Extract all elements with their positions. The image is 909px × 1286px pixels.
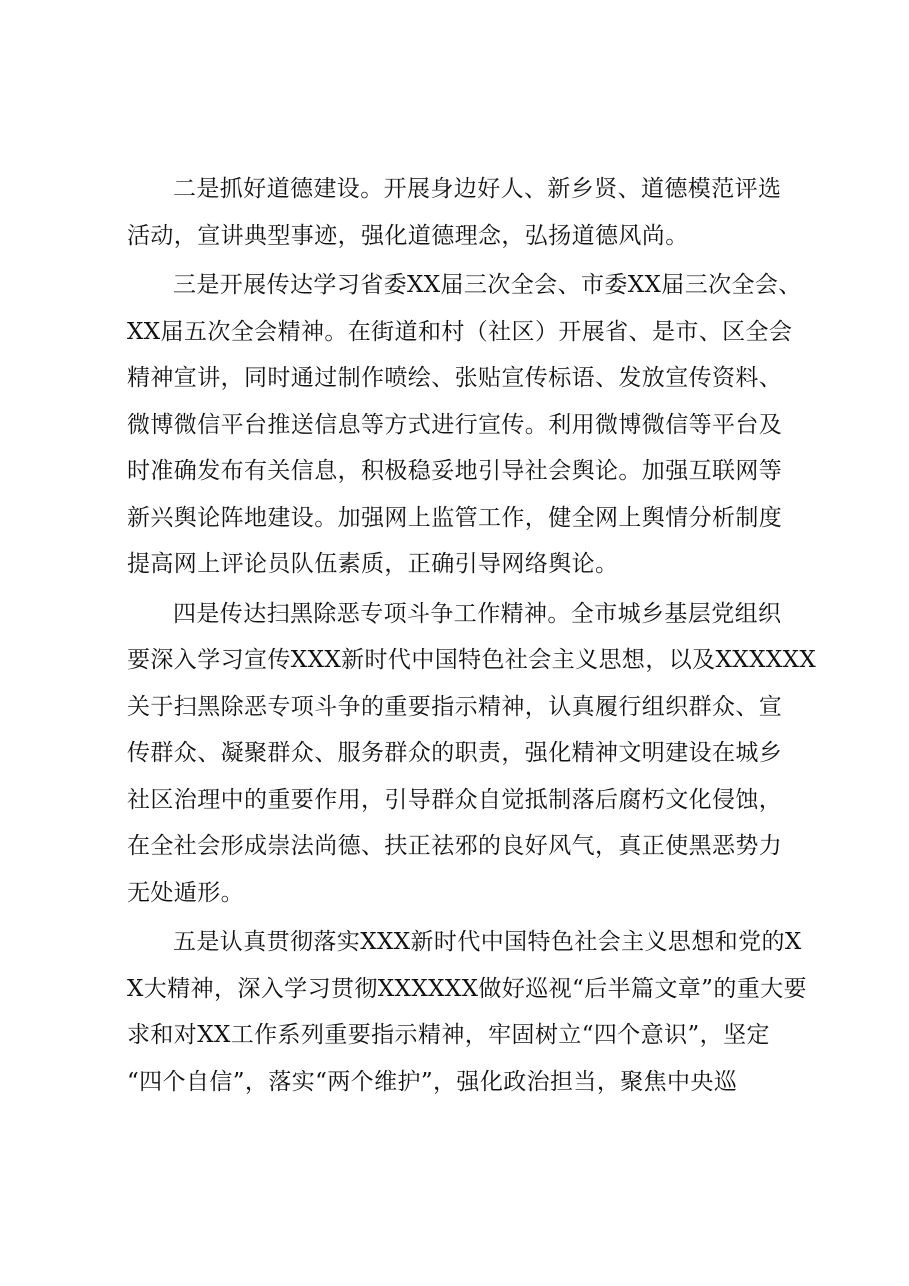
text-line-17: 五是认真贯彻落实XXX新时代中国特色社会主义思想和党的X: [173, 929, 802, 955]
text-line-1: 二是抓好道德建设。开展身边好人、新乡贤、道德模范评选: [173, 176, 782, 202]
text-line-11: 要深入学习宣传XXX新时代中国特色社会主义思想，以及XXXXXX: [127, 647, 817, 673]
text-line-5: 精神宣讲，同时通过制作喷绘、张贴宣传标语、发放宣传资料、: [127, 365, 783, 391]
text-line-12: 关于扫黑除恶专项斗争的重要指示精神，认真履行组织群众、宣: [127, 693, 783, 720]
text-line-9: 提高网上评论员队伍素质，正确引导网络舆论。: [127, 551, 619, 577]
text-line-10: 四是传达扫黑除恶专项斗争工作精神。全市城乡基层党组织: [173, 600, 782, 627]
text-line-7: 时准确发布有关信息，积极稳妥地引导社会舆论。加强互联网等: [127, 458, 783, 484]
text-line-2: 活动，宣讲典型事迹，强化道德理念，弘扬道德风尚。: [127, 222, 689, 249]
text-line-15: 在全社会形成崇法尚德、扶正祛邪的良好风气，真正使黑恶势力: [127, 833, 783, 859]
text-line-13: 传群众、凝聚群众、服务群众的职责，强化精神文明建设在城乡: [127, 740, 783, 766]
text-line-3: 三是开展传达学习省委XX届三次全会、市委XX届三次全会、: [173, 272, 802, 298]
text-line-8: 新兴舆论阵地建设。加强网上监管工作，健全网上舆情分析制度: [127, 504, 783, 531]
text-line-4: XX届五次全会精神。在街道和村（社区）开展省、是市、区全会: [127, 318, 793, 345]
document-body: [127, 166, 827, 1105]
text-line-14: 社区治理中的重要作用，引导群众自觉抵制落后腐朽文化侵蚀，: [127, 786, 783, 813]
text-line-19: 求和对XX工作系列重要指示精神，牢固树立“四个意识”，坚定: [127, 1022, 770, 1048]
text-line-6: 微博微信平台推送信息等方式进行宣传。利用微博微信等平台及: [127, 411, 783, 438]
text-line-18: X大精神，深入学习贯彻XXXXXX做好巡视“后半篇文章”的重大要: [127, 975, 807, 1002]
text-line-16: 无处遁形。: [127, 879, 244, 906]
text-line-20: “四个自信”，落实“两个维护”，强化政治担当，聚焦中央巡: [127, 1068, 738, 1095]
